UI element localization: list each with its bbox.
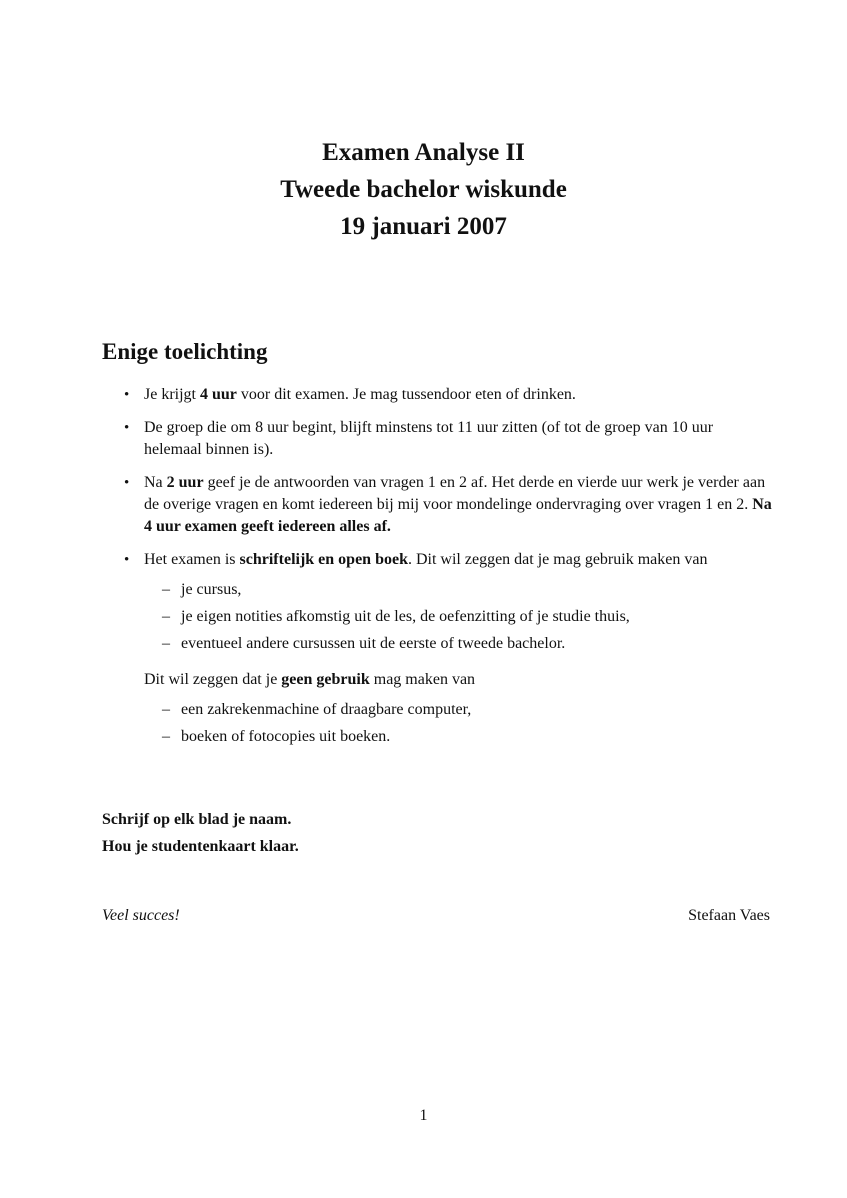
- bullet-list: [102, 384, 772, 748]
- forbidden-list: [144, 699, 772, 748]
- text-run-bold: 4 uur: [200, 386, 237, 403]
- allowed-item-text: eventueel andere cursussen uit de eerste of tweede bachelor.: [181, 635, 566, 652]
- text-run: . Dit wil zeggen dat je mag gebruik maken van: [407, 551, 708, 568]
- allowed-item-text: je cursus,: [181, 581, 242, 598]
- good-luck-text: Veel succes!: [102, 907, 180, 924]
- allowed-list: [144, 579, 772, 655]
- bullet-text: [144, 551, 707, 568]
- text-run: Na: [144, 474, 167, 491]
- author-name: Stefaan Vaes: [688, 907, 770, 924]
- allowed-item: [144, 579, 772, 601]
- allowed-item-text: je eigen notities afkomstig uit de les, de oefenzitting of je studie thuis,: [181, 608, 630, 625]
- exam-date: 19 januari 2007: [340, 213, 507, 240]
- text-run: mag maken van: [369, 671, 476, 688]
- title-block: [0, 134, 847, 245]
- text-run: Dit wil zeggen dat je: [144, 671, 282, 688]
- bullet-item-groups: [102, 417, 772, 461]
- text-run: geef je de antwoorden van vragen 1 en 2 af. Het derde en vierde uur werk je verder aan de overige vragen en komt iedereen bij mij voor mondelinge ondervraging over vragen 1 en 2.: [144, 474, 766, 513]
- allowed-item: [144, 606, 772, 628]
- forbidden-item: [144, 726, 772, 748]
- forbidden-item: [144, 699, 772, 721]
- dash-icon: –: [162, 608, 170, 625]
- forbidden-item-text: boeken of fotocopies uit boeken.: [181, 728, 391, 745]
- bullet-icon: •: [124, 420, 130, 436]
- forbidden-intro: [144, 669, 772, 691]
- closing-line-card: Hou je studentenkaart klaar.: [102, 838, 299, 855]
- bullet-item-handin: [102, 472, 772, 538]
- text-run-bold: 2 uur: [166, 474, 204, 491]
- instructions: [102, 384, 772, 759]
- exam-program: Tweede bachelor wiskunde: [280, 176, 567, 203]
- text-run-bold: Na 4 uur examen geeft iedereen alles af.: [144, 496, 772, 535]
- text-run-bold: geen gebruik: [281, 671, 370, 688]
- bullet-text: [144, 474, 772, 535]
- bullet-icon: •: [124, 475, 130, 491]
- closing-line-name: Schrijf op elk blad je naam.: [102, 811, 292, 828]
- forbidden-item-text: een zakrekenmachine of draagbare computer,: [181, 701, 472, 718]
- text-run: De groep die om 8 uur begint, blijft minstens tot 11 uur zitten (of tot de groep van 10 uur helemaal binnen is).: [144, 419, 714, 458]
- dash-icon: –: [162, 701, 170, 718]
- bullet-item-duration: [102, 384, 772, 406]
- closing-notes: [102, 806, 299, 860]
- text-run: Het examen is: [144, 551, 240, 568]
- dash-icon: –: [162, 728, 170, 745]
- allowed-item: [144, 633, 772, 655]
- page-number: 1: [419, 1107, 428, 1124]
- text-run: Je krijgt: [144, 386, 200, 403]
- bullet-text: [144, 419, 713, 458]
- bullet-icon: •: [124, 552, 130, 568]
- text-run-bold: schriftelijk en open boek: [239, 551, 408, 568]
- dash-icon: –: [162, 635, 170, 652]
- dash-icon: –: [162, 581, 170, 598]
- section-heading: Enige toelichting: [102, 339, 268, 364]
- bullet-text: [144, 386, 576, 403]
- text-run: voor dit examen. Je mag tussendoor eten of drinken.: [236, 386, 576, 403]
- exam-title: Examen Analyse II: [322, 139, 525, 166]
- bullet-item-open-book: [102, 549, 772, 748]
- bullet-icon: •: [124, 387, 130, 403]
